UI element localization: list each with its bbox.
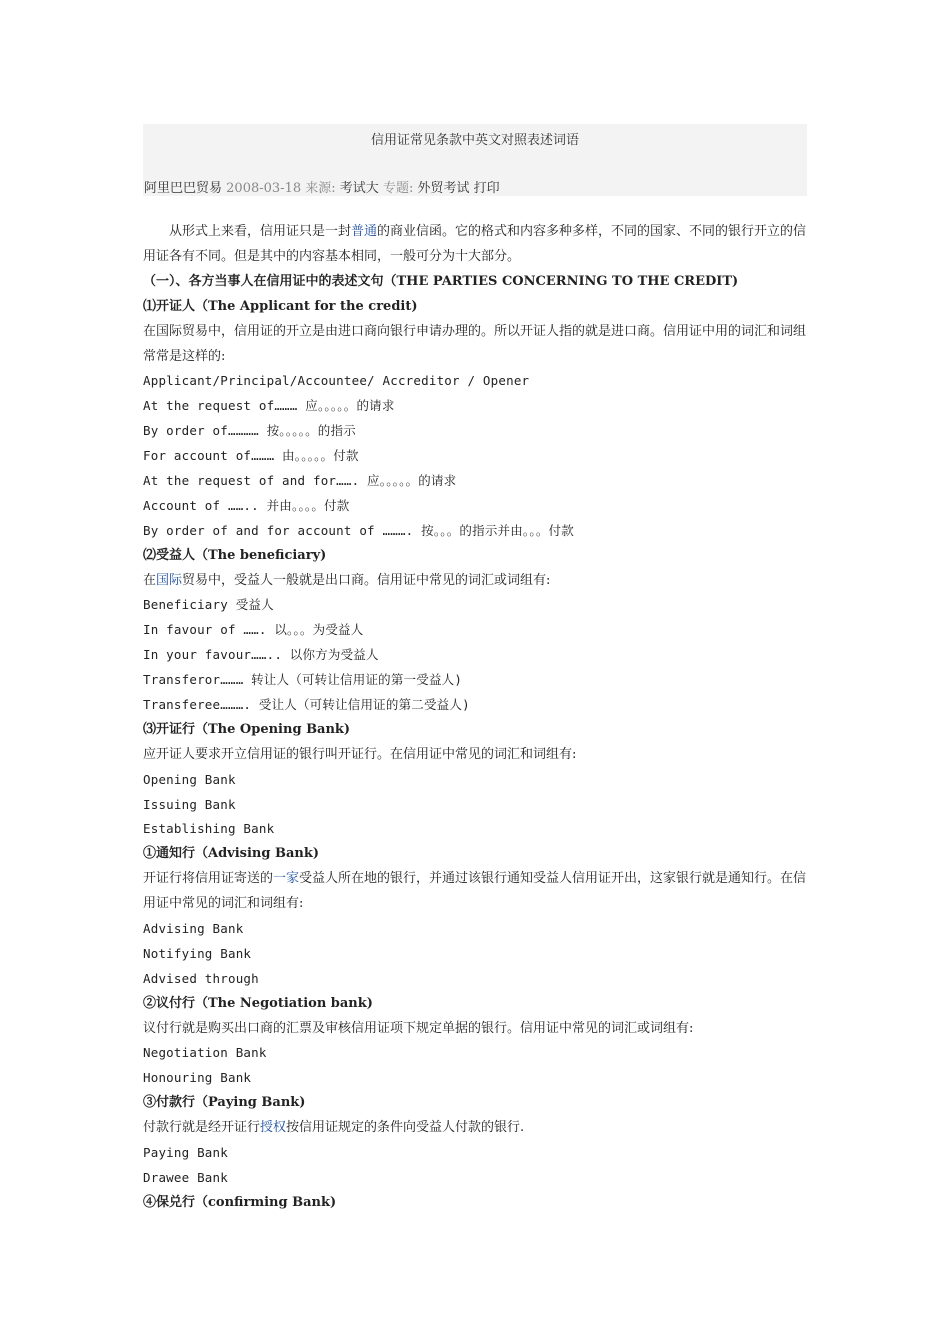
source-site[interactable]: 阿里巴巴贸易 xyxy=(144,181,223,196)
section-heading: （一）、各方当事人在信用证中的表述文句（THE PARTIES CONCERNING TO THE CREDIT) xyxy=(143,273,739,289)
beneficiary-description xyxy=(143,569,807,594)
term-line: By order of and for account of ………. 按。。。的指示并由。。。付款 xyxy=(143,522,574,538)
advising-bank-heading: ①通知行（Advising Bank) xyxy=(143,846,320,862)
term-line: Issuing Bank xyxy=(143,796,236,812)
desc-text: 开证行将信用证寄送的 xyxy=(143,871,274,887)
term-line: Account of …….. 并由。。。。付款 xyxy=(143,497,350,513)
opening-bank-heading: ⑶开证行（The Opening Bank) xyxy=(143,721,351,737)
term-line: Advising Bank xyxy=(143,921,244,937)
term-line: For account of……… 由。。。。。付款 xyxy=(143,448,359,464)
article-date: 2008-03-18 xyxy=(226,181,302,196)
term-line: Honouring Bank xyxy=(143,1070,252,1086)
page-title: 信用证常见条款中英文对照表述词语 xyxy=(370,133,579,148)
desc-text-rest: 贸易中，受益人一般就是出口商。信用证中常见的词汇或词组有: xyxy=(182,572,551,588)
term-line: Beneficiary 受益人 xyxy=(143,597,274,613)
term-line: By order of………… 按。。。。。的指示 xyxy=(143,423,356,439)
paying-bank-heading: ③付款行（Paying Bank) xyxy=(143,1095,306,1111)
desc-text-rest: 按信用证规定的条件向受益人付款的银行. xyxy=(286,1120,525,1136)
intro-paragraph xyxy=(143,220,807,270)
article-body xyxy=(143,220,807,1216)
intro-keyword-link[interactable]: 普通 xyxy=(351,224,378,239)
print-link[interactable]: 打印 xyxy=(473,181,500,196)
source-value[interactable]: 考试大 xyxy=(339,181,379,196)
term-line: Notifying Bank xyxy=(143,945,252,961)
desc-text-rest: 受益人所在地的银行，并通过该银行通知受益人信用证开出，这家银行就是通知行。在信用证中常见的词汇和词组有: xyxy=(143,871,807,912)
term-line: Establishing Bank xyxy=(143,821,275,837)
negotiation-bank-heading: ②议付行（The Negotiation bank) xyxy=(143,995,373,1011)
term-line: In your favour…….. 以你方为受益人 xyxy=(143,647,379,663)
advising-bank-description xyxy=(143,867,807,917)
term-line: Applicant/Principal/Accountee/ Accreditor / Opener xyxy=(143,373,530,389)
confirming-bank-heading: ④保兑行（confirming Bank) xyxy=(143,1194,337,1210)
keyword-link[interactable]: 授权 xyxy=(260,1120,287,1136)
term-line: Transferee………. 受让人（可转让信用证的第二受益人) xyxy=(143,696,470,712)
desc-text: 在 xyxy=(143,572,157,588)
term-line: Paying Bank xyxy=(143,1145,228,1161)
article-header xyxy=(143,124,807,196)
term-line: Negotiation Bank xyxy=(143,1045,267,1061)
applicant-heading: ⑴开证人（The Applicant for the credit) xyxy=(143,298,418,314)
keyword-link[interactable]: 国际 xyxy=(156,572,183,588)
term-line: In favour of ……. 以。。。为受益人 xyxy=(143,622,364,638)
beneficiary-heading: ⑵受益人（The beneficiary) xyxy=(143,547,327,563)
topic-value[interactable]: 外贸考试 xyxy=(417,181,470,196)
term-line: Drawee Bank xyxy=(143,1169,228,1185)
topic-label: 专题: xyxy=(382,181,414,196)
term-line: Opening Bank xyxy=(143,771,236,787)
article-meta xyxy=(144,177,500,196)
desc-text: 付款行就是经开证行 xyxy=(143,1120,261,1136)
applicant-description: 在国际贸易中，信用证的开立是由进口商向银行申请办理的。所以开证人指的就是进口商。信用证中用的词汇和词组常常是这样的: xyxy=(143,323,807,364)
keyword-link[interactable]: 一家 xyxy=(273,871,300,887)
term-line: Transferor……… 转让人（可转让信用证的第一受益人) xyxy=(143,672,463,688)
intro-text: 从形式上来看，信用证只是一封 xyxy=(169,224,352,239)
negotiation-bank-description: 议付行就是购买出口商的汇票及审核信用证项下规定单据的银行。信用证中常见的词汇或词组有: xyxy=(143,1020,694,1036)
opening-bank-description: 应开证人要求开立信用证的银行叫开证行。在信用证中常见的词汇和词组有: xyxy=(143,746,577,762)
source-label: 来源: xyxy=(305,181,336,196)
term-line: At the request of and for……. 应。。。。。的请求 xyxy=(143,472,457,488)
term-line: At the request of……… 应。。。。。的请求 xyxy=(143,398,395,414)
intro-text-rest: 的商业信函。它的格式和内容多种多样，不同的国家、不同的银行开立的信用证各有不同。但是其中的内容基本相同，一般可分为十大部分。 xyxy=(143,224,807,264)
term-line: Advised through xyxy=(143,970,259,986)
paying-bank-description xyxy=(143,1116,807,1141)
